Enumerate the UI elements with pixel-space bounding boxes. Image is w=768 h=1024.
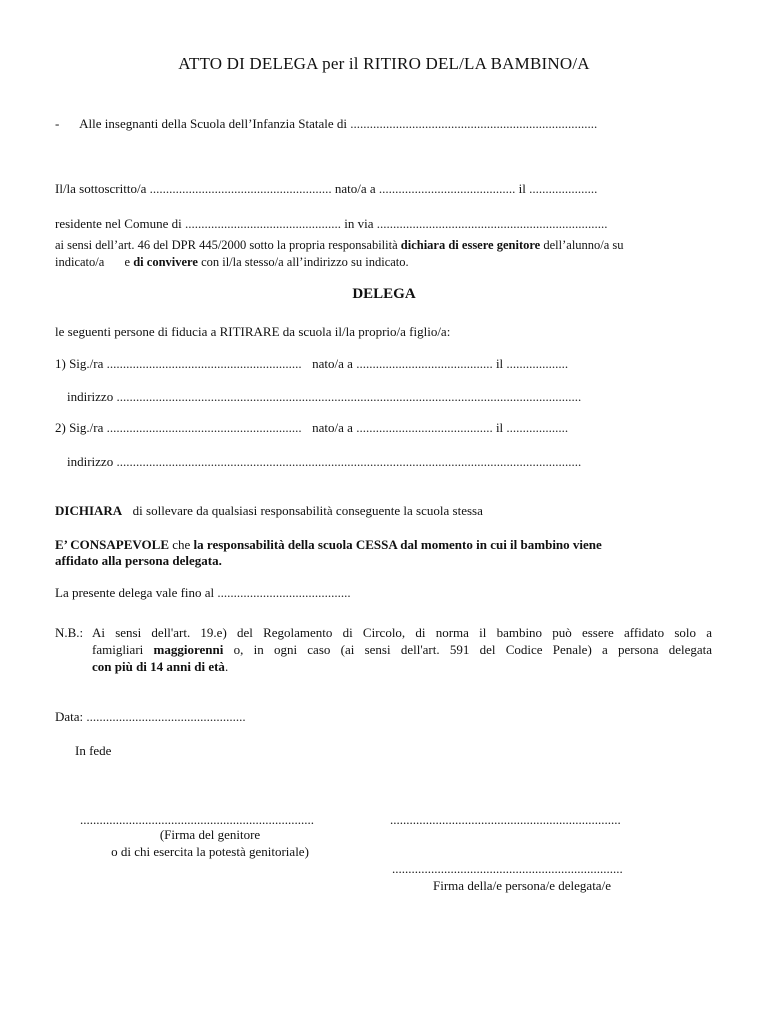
person-2-date-label: il [495,420,504,435]
person-2-address-line [67,454,581,470]
residence-line [55,216,607,232]
declaration-line-1 [55,237,624,253]
parent-name-field[interactable]: ........................................................ [149,181,332,196]
date-line [55,709,246,725]
declaration-text-5: con il/la stesso/a all’indirizzo su indicato. [201,255,409,269]
nb-bold-maggiorenni: maggiorenni [153,642,224,657]
person-2-address-label: indirizzo [67,454,114,469]
dichiara-keyword: DICHIARA [55,503,123,518]
person-2-name-field[interactable]: ............................................................ [106,420,302,435]
declaration-bold-parent: dichiara di essere genitore [400,238,541,252]
in-fede: In fede [75,743,112,758]
person-1-born-label: nato/a [312,356,344,371]
delegate-signature-field-bottom[interactable]: ....................................................................... [392,861,623,876]
declaration-bold-cohabit: di convivere [133,255,198,269]
school-line-text: Alle insegnanti della Scuola dell’Infanzia Statale di [79,116,347,131]
parent-signature-caption-1: (Firma del genitore [159,827,261,842]
dichiara-line [55,503,483,519]
delegate-signature-field-top[interactable]: ....................................................................... [390,812,621,827]
person-2-label: 2) Sig./ra [55,420,104,435]
person-1-line [55,356,568,372]
residence-street-field[interactable]: ....................................................................... [376,216,608,231]
person-1-birthplace-field[interactable]: .......................................... [356,356,493,371]
person-2-line [55,420,568,436]
validity-text: La presente delega vale fino al [55,585,215,600]
person-1-birthdate-field[interactable]: ................... [506,356,569,371]
person-2-born-label: nato/a [312,420,344,435]
school-line [55,116,597,132]
consapevole-bold-text: la responsabilità della scuola CESSA dal momento in cui il bambino viene [193,537,602,552]
parent-date-label: il [518,181,526,196]
consapevole-line-1 [55,537,602,553]
nb-line-2 [92,641,712,658]
person-2-birthdate-field[interactable]: ................... [506,420,569,435]
parent-signature-field[interactable]: ........................................................................ [80,812,314,827]
street-label: in via [344,216,374,231]
nb-label: N.B.: [55,625,84,640]
dichiara-text: di sollevare da qualsiasi responsabilità conseguente la scuola stessa [132,503,483,518]
person-1-at-label: a [347,356,353,371]
school-name-field[interactable]: ............................................................................ [350,116,598,131]
residence-city-field[interactable]: ................................................ [184,216,341,231]
consapevole-keyword: E’ CONSAPEVOLE [55,537,169,552]
declaration-text-2: dell’alunno/a su [543,238,624,252]
nb-line-3 [92,658,712,675]
declaration-line-2 [55,254,409,270]
validity-line [55,585,351,601]
person-1-label: 1) Sig./ra [55,356,104,371]
nb-text-famigliari: famigliari [92,642,144,657]
declaration-text-1: ai sensi dell’art. 46 del DPR 445/2000 sotto la propria responsabilità [55,238,398,252]
parent-signature-caption-2: o di chi esercita la potestà genitoriale) [111,844,309,859]
delega-intro: le seguenti persone di fiducia a RITIRARE da scuola il/la proprio/a figlio/a: [55,324,451,339]
consapevole-che: che [172,537,191,552]
person-2-at-label: a [347,420,353,435]
validity-date-field[interactable]: ......................................... [217,585,351,600]
delega-heading: DELEGA [352,286,416,302]
parent-line [55,181,597,197]
declaration-text-4: e [124,255,131,269]
residence-label: residente nel Comune di [55,216,182,231]
date-label: Data: [55,709,84,724]
form-title: ATTO DI DELEGA per il RITIRO DEL/LA BAMBINO/A [178,54,590,73]
date-field[interactable]: ................................................. [86,709,246,724]
delegate-signature-caption: Firma della/e persona/e delegata/e [433,878,611,893]
consapevole-line-2 [55,553,222,569]
person-1-address-field[interactable]: ............................................................................................................................................... [116,389,582,404]
person-1-address-line [67,389,581,405]
consapevole-bold-text-2: affidato alla persona delegata. [55,553,222,568]
nb-text-rest: o, in ogni caso (ai sensi dell'art. 591 del Codice Penale) a persona delegata [233,642,713,657]
parent-born-label: nato/a a [334,181,376,196]
nb-line-1: Ai sensi dell'art. 19.e) del Regolamento di Circolo, di norma il bambino può essere affidato solo a [92,625,712,640]
parent-birthdate-field[interactable]: ..................... [529,181,598,196]
nb-bold-age: con più di 14 anni di età [92,659,225,674]
person-1-name-field[interactable]: ............................................................ [106,356,302,371]
dash-marker: - [55,116,60,131]
declaration-text-3: indicato/a [55,255,105,269]
person-2-birthplace-field[interactable]: .......................................... [356,420,493,435]
person-1-address-label: indirizzo [67,389,114,404]
person-2-address-field[interactable]: ............................................................................................................................................... [116,454,582,469]
parent-birthplace-field[interactable]: .......................................... [378,181,516,196]
person-1-date-label: il [495,356,504,371]
nb-period: . [224,659,229,674]
parent-label: Il/la sottoscritto/a [55,181,147,196]
